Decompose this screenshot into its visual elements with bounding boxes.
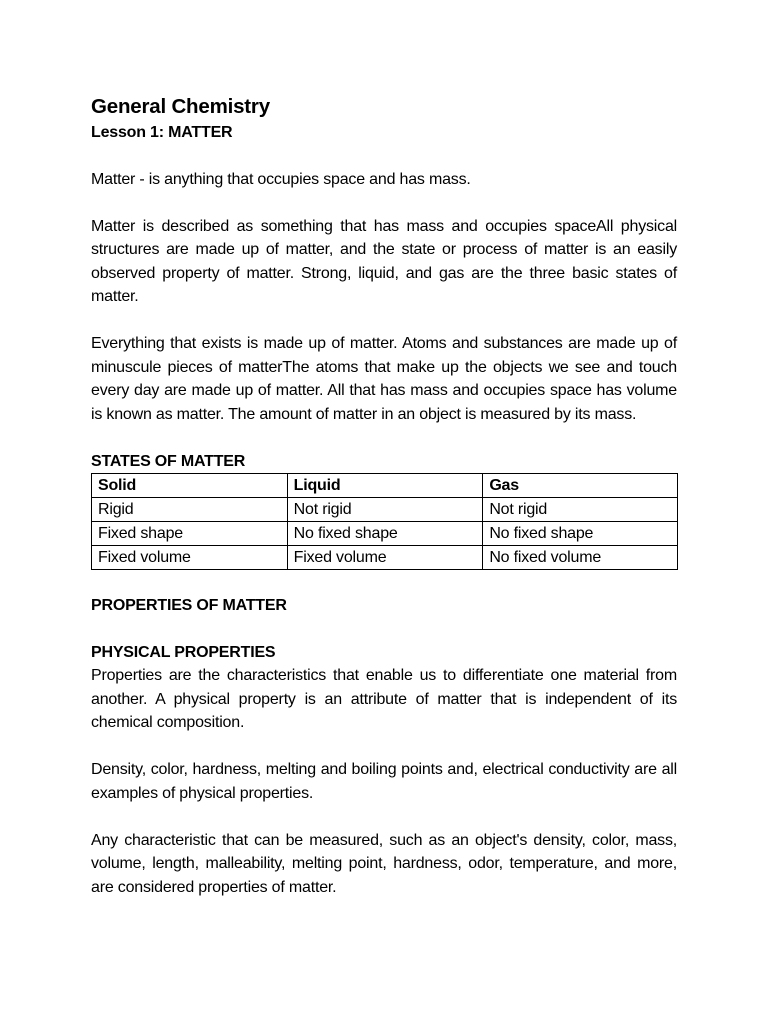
table-row: [92, 498, 678, 522]
table-cell: No fixed volume: [483, 546, 678, 570]
table-cell: Fixed shape: [92, 522, 288, 546]
physical-examples-paragraph: Density, color, hardness, melting and boiling points and, electrical conductivity are all examples of physical properties.: [91, 761, 677, 802]
spacer: [91, 309, 677, 333]
document-page: [91, 92, 677, 899]
document-title: General Chemistry: [91, 95, 270, 118]
header-solid: Solid: [92, 474, 288, 498]
table-row: [92, 522, 678, 546]
physical-properties-heading: PHYSICAL PROPERTIES: [91, 643, 276, 661]
matter-existence-paragraph: Everything that exists is made up of matter. Atoms and substances are made up of minuscule pieces of matterThe atoms that make up the objects we see and touch every day are made up of matter. All that has mass and occupies space has volume is known as matter. The amount of matter in an object is measured by its mass.: [91, 335, 677, 423]
spacer: [91, 617, 677, 641]
table-cell: No fixed shape: [287, 522, 483, 546]
spacer: [91, 426, 677, 450]
header-gas: Gas: [483, 474, 678, 498]
spacer: [91, 144, 677, 168]
spacer: [91, 570, 677, 594]
lesson-title: Lesson 1: MATTER: [91, 124, 233, 141]
table-cell: Fixed volume: [92, 546, 288, 570]
spacer: [91, 735, 677, 759]
table-cell: Rigid: [92, 498, 288, 522]
table-cell: Fixed volume: [287, 546, 483, 570]
matter-description-paragraph: Matter is described as something that has mass and occupies spaceAll physical structures are made up of matter, and the state or process of matter is an easily observed property of matter. Strong, liquid, and gas are the three basic states of matter.: [91, 217, 677, 305]
table-cell: No fixed shape: [483, 522, 678, 546]
measurable-characteristics-paragraph: Any characteristic that can be measured, such as an object's density, color, mass, volume, length, malleability, melting point, hardness, odor, temperature, and more, are considered properties of matter.: [91, 831, 677, 896]
matter-definition: Matter - is anything that occupies space and has mass.: [91, 170, 471, 188]
table-header-row: [92, 474, 678, 498]
properties-of-matter-heading: PROPERTIES OF MATTER: [91, 596, 287, 614]
header-liquid: Liquid: [287, 474, 483, 498]
states-of-matter-heading: STATES OF MATTER: [91, 452, 246, 470]
properties-definition-paragraph: Properties are the characteristics that enable us to differentiate one material from another. A physical property is an attribute of matter that is independent of its chemical composition.: [91, 667, 677, 731]
spacer: [91, 191, 677, 215]
states-of-matter-table: [91, 473, 678, 570]
table-row: [92, 546, 678, 570]
table-cell: Not rigid: [483, 498, 678, 522]
spacer: [91, 805, 677, 829]
table-cell: Not rigid: [287, 498, 483, 522]
